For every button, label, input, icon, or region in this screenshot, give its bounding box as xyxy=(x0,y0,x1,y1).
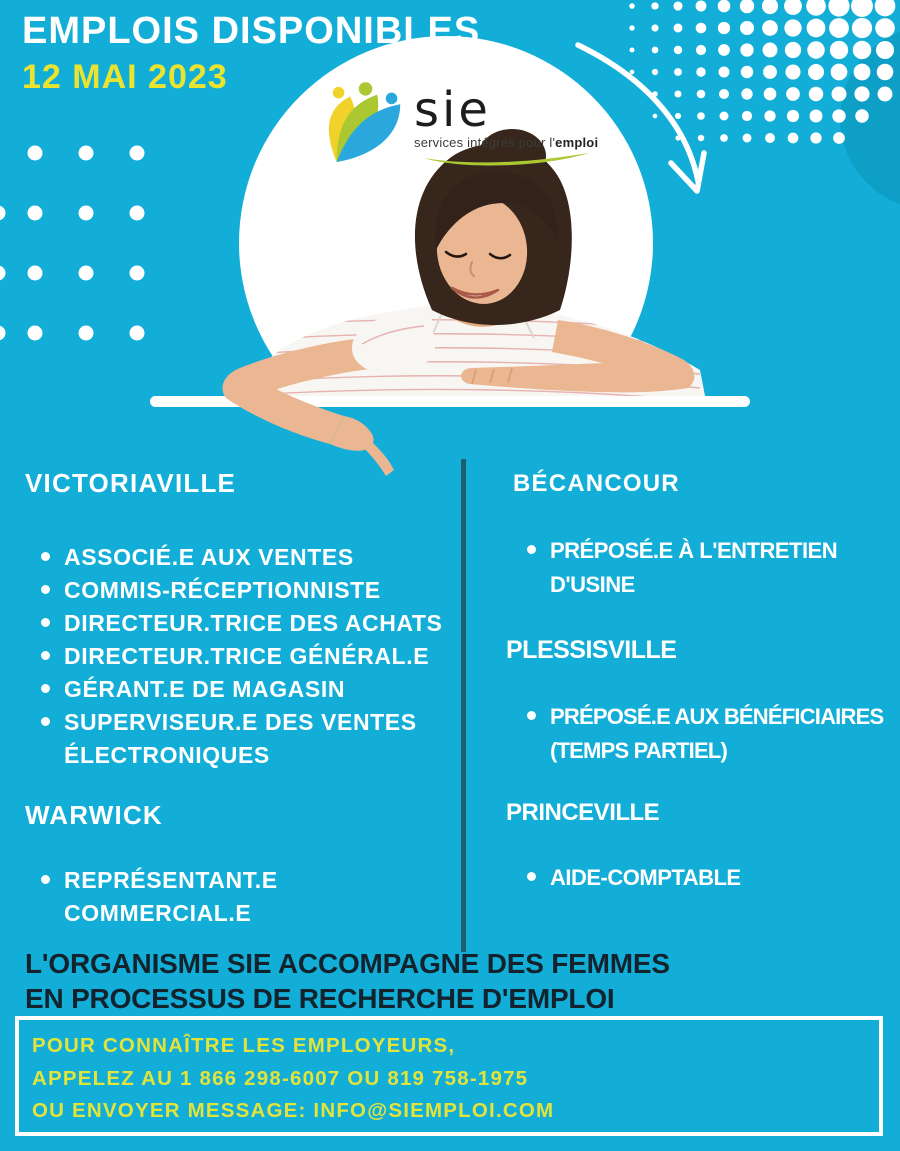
footer-headline-line1: L'ORGANISME SIE ACCOMPAGNE DES FEMMES xyxy=(25,948,670,979)
contact-box xyxy=(15,1016,883,1136)
city-heading-victoriaville: VICTORIAVILLE xyxy=(25,468,237,498)
contact-line-phone: APPELEZ AU 1 866 298-6007 OU 819 758-1975 xyxy=(32,1066,529,1090)
job-list-victoriaville xyxy=(38,541,453,772)
sie-logo xyxy=(300,82,600,167)
sie-logo-text xyxy=(414,82,600,167)
poster-date: 12 MAI 2023 xyxy=(22,58,228,96)
logo-swoosh-decoration xyxy=(414,151,600,167)
job-item: COMMIS-RÉCEPTIONNISTE xyxy=(38,574,453,607)
job-item: DIRECTEUR.TRICE DES ACHATS xyxy=(38,607,453,640)
footer-headline xyxy=(25,946,670,1016)
sie-logo-tagline xyxy=(414,135,600,150)
job-item: GÉRANT.E DE MAGASIN xyxy=(38,673,453,706)
city-heading-princeville: PRINCEVILLE xyxy=(506,799,660,826)
poster-title: EMPLOIS DISPONIBLES xyxy=(22,10,481,52)
job-list-warwick xyxy=(38,864,358,930)
city-heading-plessisville: PLESSISVILLE xyxy=(506,636,677,664)
job-item: AIDE-COMPTABLE xyxy=(524,861,864,895)
job-item: DIRECTEUR.TRICE GÉNÉRAL.E xyxy=(38,640,453,673)
job-list-princeville xyxy=(524,861,864,895)
job-item: REPRÉSENTANT.E COMMERCIAL.E xyxy=(38,864,358,930)
job-list-becancour xyxy=(524,534,854,602)
footer-headline-line2: EN PROCESSUS DE RECHERCHE D'EMPLOI xyxy=(25,983,615,1014)
job-item: ASSOCIÉ.E AUX VENTES xyxy=(38,541,453,574)
job-item: SUPERVISEUR.E DES VENTES ÉLECTRONIQUES xyxy=(38,706,453,772)
job-item: PRÉPOSÉ.E À L'ENTRETIEN D'USINE xyxy=(524,534,854,602)
contact-line-intro: POUR CONNAÎTRE LES EMPLOYEURS, xyxy=(32,1034,456,1057)
city-heading-warwick: WARWICK xyxy=(25,800,163,830)
sie-logo-name: sie xyxy=(414,82,491,138)
contact-line-email: OU ENVOYER MESSAGE: INFO@SIEMPLOI.COM xyxy=(32,1099,555,1122)
column-divider xyxy=(461,459,466,952)
job-item: PRÉPOSÉ.E AUX BÉNÉFICIAIRES (TEMPS PARTIEL) xyxy=(524,700,900,768)
left-dots-decoration xyxy=(0,146,145,341)
tagline-emploi: emploi xyxy=(555,135,599,150)
sie-logo-mark-icon xyxy=(300,82,406,166)
city-heading-becancour: BÉCANCOUR xyxy=(513,470,680,497)
tagline-prefix: services intégrés pour l' xyxy=(414,135,556,150)
job-list-plessisville xyxy=(524,700,900,768)
